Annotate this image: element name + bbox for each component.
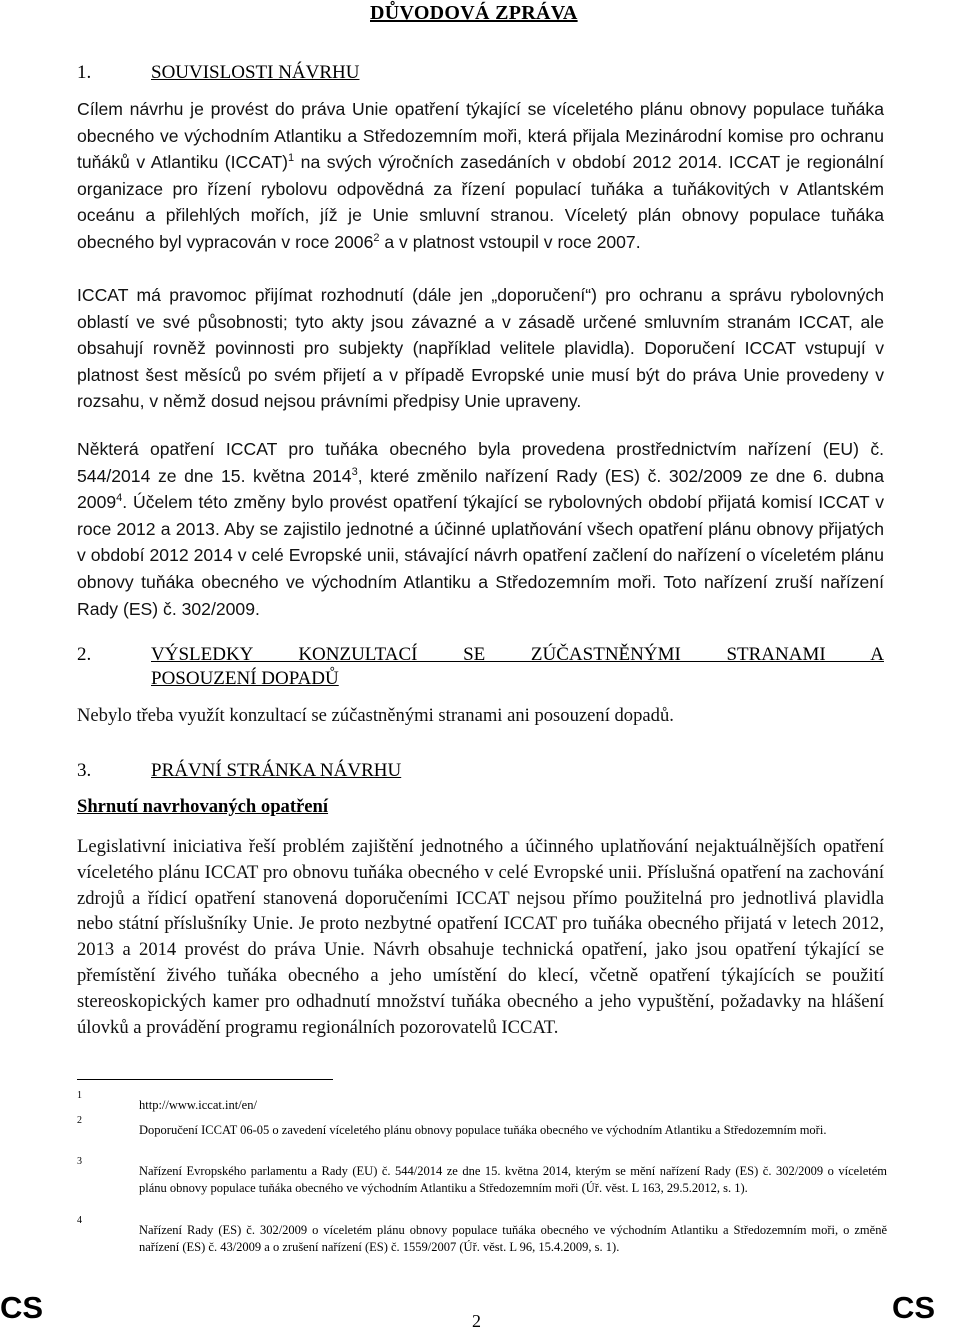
- footer-page-number: 2: [472, 1311, 481, 1331]
- footnote-4-text: Nařízení Rady (ES) č. 302/2009 o víceletém plánu obnovy populace tuňáka obecného ve východním Atlantiku a Středozemním moři, o změně nařízení (ES) č. 43/2009 a o zrušení nařízení (ES) č. 1559/2007 (Úř. věst. L 96, 15.4.2009, s. 1).: [139, 1223, 887, 1254]
- paragraph-implementation: [77, 436, 884, 622]
- footnote-ref-2[interactable]: 2: [373, 232, 380, 245]
- paragraph-implementation-text-b: , které změnilo nařízení Rady (ES) č. 302/2009 ze dne 6. dubna 2009: [77, 465, 884, 513]
- footnote-3-number: 3: [77, 1156, 82, 1167]
- footnote-1-text[interactable]: http://www.iccat.int/en/: [139, 1098, 257, 1112]
- footnote-4: [77, 1215, 887, 1258]
- paragraph-context-text-c: a v platnost vstoupil v roce 2007.: [379, 231, 641, 252]
- footnote-4-number: 4: [77, 1215, 82, 1226]
- section-1-number: 1.: [77, 62, 92, 83]
- section-2-title-line1: VÝSLEDKY KONZULTACÍ SE ZÚČASTNĚNÝMI STRANAMI A: [151, 644, 884, 665]
- section-3-title: PRÁVNÍ STRÁNKA NÁVRHU: [151, 760, 402, 781]
- footnote-ref-4[interactable]: 4: [116, 492, 123, 505]
- section-2-number: 2.: [77, 644, 92, 665]
- footer-language-right: CS: [892, 1290, 936, 1325]
- footnote-2-text: Doporučení ICCAT 06-05 o zavedení víceletého plánu obnovy populace tuňáka obecného ve východním Atlantiku a Středozemním moři.: [139, 1123, 827, 1137]
- footnote-2: [77, 1115, 887, 1158]
- footnote-2-number: 2: [77, 1115, 82, 1126]
- footnote-1-number: 1: [77, 1090, 82, 1101]
- paragraph-iccat-powers: ICCAT má pravomoc přijímat rozhodnutí (dále jen „doporučení“) pro ochranu a správu rybolovných oblastí ve své působnosti; tyto akty jsou závazné a v zásadě určené smluvním stranám ICCAT, ale obsahují rovněž povinnosti pro subjekty (například velitele plavidla). Doporučení ICCAT vstupují v platnost šest měsíců po svém přijetí a v případě Evropské unie musí být do práva Unie provedeny v rozsahu, v němž dosud nejsou právními předpisy Unie upraveny.: [77, 285, 884, 412]
- footer-language-left: CS: [0, 1290, 44, 1325]
- document-title: DŮVODOVÁ ZPRÁVA: [370, 2, 578, 24]
- footnote-1: [77, 1090, 887, 1117]
- section-3-number: 3.: [77, 760, 92, 781]
- footnote-3: [77, 1156, 887, 1215]
- paragraph-implementation-text-c: . Účelem této změny bylo provést opatření týkající se rybolovných období přijatá komisí ICCAT v roce 2012 a 2013. Aby se zajistilo jednotné a účinné uplatňování všech opatření plánu obnovy přijatých v období 2012 2014 v celé Evropské unii, stávající návrh opatření začlení do nařízení o víceletém plánu obnovy tuňáka obecného ve východním Atlantiku a Středozemním moři. Toto nařízení zruší nařízení Rady (ES) č. 302/2009.: [77, 492, 884, 619]
- section-2-title-line2: POSOUZENÍ DOPADŮ: [151, 668, 339, 689]
- paragraph-consultations: Nebylo třeba využít konzultací se zúčastněnými stranami ani posouzení dopadů.: [77, 705, 674, 726]
- paragraph-context-text-a: Cílem návrhu je provést do práva Unie opatření týkající se víceletého plánu obnovy populace tuňáka obecného ve východním Atlantiku a Středozemním moři, která přijala Mezinárodní komise pro ochranu tuňáků v Atlantiku (ICCAT): [77, 99, 884, 173]
- footnote-ref-1[interactable]: 1: [288, 152, 295, 165]
- paragraph-summary-measures: Legislativní iniciativa řeší problém zajištění jednotného a účinného uplatňování nejaktuálnějších opatření víceletého plánu ICCAT pro obnovu tuňáka obecného v celé Evropské unii. Příslušná opatření na zachování zdrojů a řídicí opatření stanovená doporučeními ICCAT nejsou přímo použitelná pro jednotlivá plavidla nebo státní příslušníky Unie. Je proto nezbytné opatření ICCAT pro tuňáka obecného přijatá v letech 2012, 2013 a 2014 provést do práva Unie. Návrh obsahuje technická opatření, jako jsou opatření týkající se přemístění živého tuňáka obecného a jeho umístění do klecí, včetně opatření týkajících se použití stereoskopických kamer pro odhadnutí množství tuňáka obecného a jeho vypuštění, požadavky na hlášení úlovků a provádění programu regionálních pozorovatelů ICCAT.: [77, 836, 884, 1038]
- section-1-title: SOUVISLOSTI NÁVRHU: [151, 62, 360, 83]
- paragraph-implementation-text-a: Některá opatření ICCAT pro tuňáka obecného byla provedena prostřednictvím nařízení (EU) č. 544/2014 ze dne 15. května 2014: [77, 439, 884, 486]
- paragraph-context: [77, 96, 884, 256]
- footnote-ref-3[interactable]: 3: [351, 465, 358, 478]
- paragraph-context-text-b: na svých výročních zasedáních v období 2012 2014. ICCAT je regionální organizace pro řízení rybolovu odpovědná za řízení populací tuňáka a tuňákovitých v Atlantském oceánu a přilehlých mořích, jíž je Unie smluvní stranou. Víceletý plán obnovy populace tuňáka obecného byl vypracován v roce 2006: [77, 152, 884, 252]
- section-3-subheading: Shrnutí navrhovaných opatření: [77, 796, 329, 817]
- footnote-3-text: Nařízení Evropského parlamentu a Rady (EU) č. 544/2014 ze dne 15. května 2014, kterým se mění nařízení Rady (ES) č. 302/2009 o víceletém plánu obnovy populace tuňáka obecného ve východním Atlantiku a Středozemním moři (Úř. věst. L 163, 29.5.2012, s. 1).: [139, 1164, 887, 1195]
- footnote-divider: [77, 1079, 333, 1080]
